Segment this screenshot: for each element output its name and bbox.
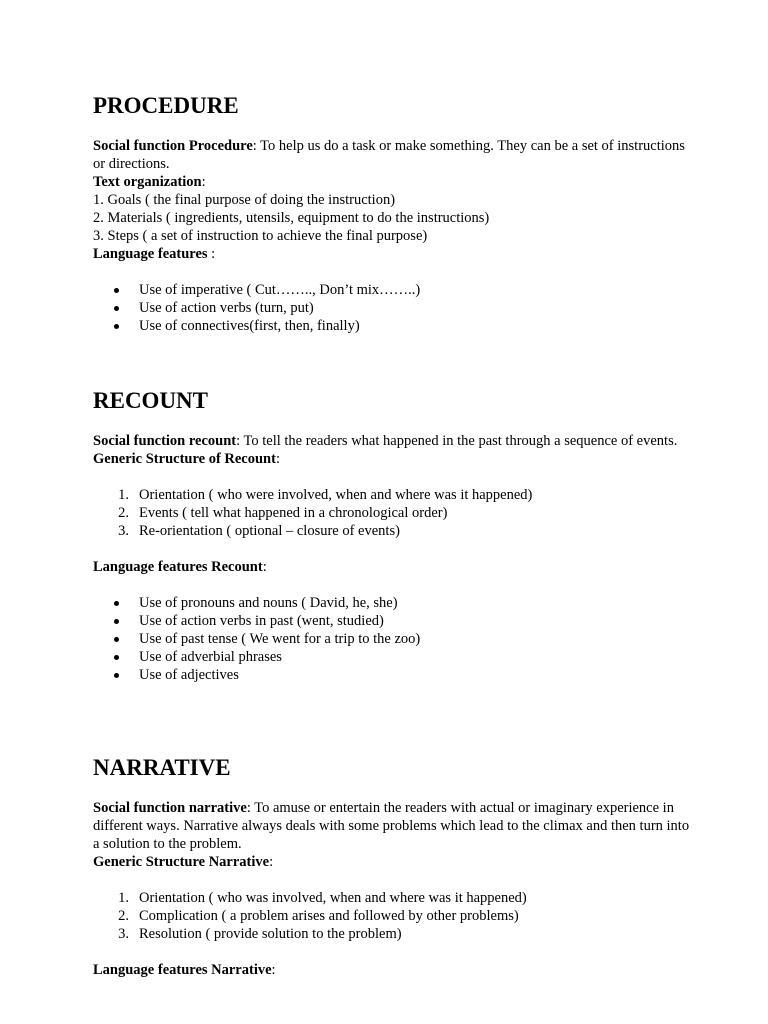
list-item [93,925,693,943]
recount-structure-colon: : [275,451,280,467]
bullet-icon [114,288,119,293]
narrative-social-text: : To amuse or entertain the readers with actual or imaginary experience in different ways. Narrative always deals with some problems which lead to the climax and then turn into a solution to the problem. [93,800,690,852]
list-number: 2. [118,505,129,521]
bullet-icon [114,619,119,624]
narrative-structure-colon: : [269,854,274,870]
narrative-social-label: Social function narrative [93,800,247,816]
list-number: 1. [118,890,129,906]
list-number: 3. [118,523,129,539]
recount-lang-colon: : [262,559,267,575]
bullet-icon [114,324,119,329]
list-item [93,522,693,540]
list-item [93,907,693,925]
recount-social-function [93,432,693,450]
procedure-social-label: Social function Procedure [93,138,253,154]
procedure-org-heading [93,173,693,191]
narrative-social-function [93,799,693,853]
list-item-text: Use of imperative ( Cut…….., Don’t mix……..) [139,282,421,298]
bullet-icon [114,637,119,642]
list-number: 1. [118,487,129,503]
list-item [93,486,693,504]
procedure-lang-heading [93,245,693,263]
list-item [93,630,693,648]
procedure-lang-label: Language features [93,246,208,262]
list-item-text: Use of pronouns and nouns ( David, he, she) [139,595,398,611]
procedure-org-item: 3. Steps ( a set of instruction to achieve the final purpose) [93,228,428,244]
list-item [93,299,693,317]
procedure-title: PROCEDURE [93,93,239,118]
narrative-structure-heading [93,853,693,871]
list-item-text: Re-orientation ( optional – closure of events) [139,523,400,539]
procedure-org-item: 1. Goals ( the final purpose of doing the instruction) [93,192,396,208]
procedure-social-text: : To help us do a task or make something. They can be a set of instructions or directions. [93,138,685,172]
procedure-lang-colon: : [207,246,216,262]
narrative-lang-colon: : [271,962,276,978]
list-item-text: Events ( tell what happened in a chronological order) [139,505,448,521]
list-item-text: Resolution ( provide solution to the problem) [139,926,402,942]
list-item-text: Orientation ( who were involved, when and where was it happened) [139,487,533,503]
list-item [93,317,693,335]
list-item-text: Use of action verbs (turn, put) [139,300,314,316]
recount-title: RECOUNT [93,388,209,413]
recount-lang-heading [93,558,693,576]
bullet-icon [114,655,119,660]
recount-structure-heading [93,450,693,468]
list-item [93,612,693,630]
narrative-lang-label: Language features Narrative [93,962,272,978]
narrative-structure-label: Generic Structure Narrative [93,854,270,870]
procedure-social-function [93,137,693,173]
recount-lang-label: Language features Recount [93,559,263,575]
procedure-org-item: 2. Materials ( ingredients, utensils, equipment to do the instructions) [93,210,490,226]
list-item-text: Use of connectives(first, then, finally) [139,318,360,334]
procedure-section [93,92,693,335]
bullet-icon [114,673,119,678]
list-item-text: Use of adjectives [139,667,239,683]
procedure-feature-list [93,281,693,335]
list-item [93,889,693,907]
bullet-icon [114,306,119,311]
narrative-structure-list [93,889,693,943]
recount-section [93,387,693,684]
recount-social-text: : To tell the readers what happened in the past through a sequence of events. [236,433,678,449]
procedure-org-label: Text organization [93,174,202,190]
recount-feature-list [93,594,693,684]
list-item-text: Orientation ( who was involved, when and where was it happened) [139,890,527,906]
list-number: 2. [118,908,129,924]
recount-structure-label: Generic Structure of Recount [93,451,276,467]
recount-structure-list [93,486,693,540]
list-item [93,281,693,299]
list-item-text: Use of past tense ( We went for a trip to the zoo) [139,631,421,647]
recount-social-label: Social function recount [93,433,237,449]
procedure-org-colon: : [201,174,206,190]
narrative-section [93,754,693,979]
list-item [93,504,693,522]
list-item-text: Complication ( a problem arises and followed by other problems) [139,908,519,924]
list-item [93,648,693,666]
list-item [93,666,693,684]
list-number: 3. [118,926,129,942]
list-item-text: Use of adverbial phrases [139,649,282,665]
list-item [93,594,693,612]
list-item-text: Use of action verbs in past (went, studied) [139,613,384,629]
bullet-icon [114,601,119,606]
narrative-lang-heading [93,961,693,979]
narrative-title: NARRATIVE [93,755,231,780]
